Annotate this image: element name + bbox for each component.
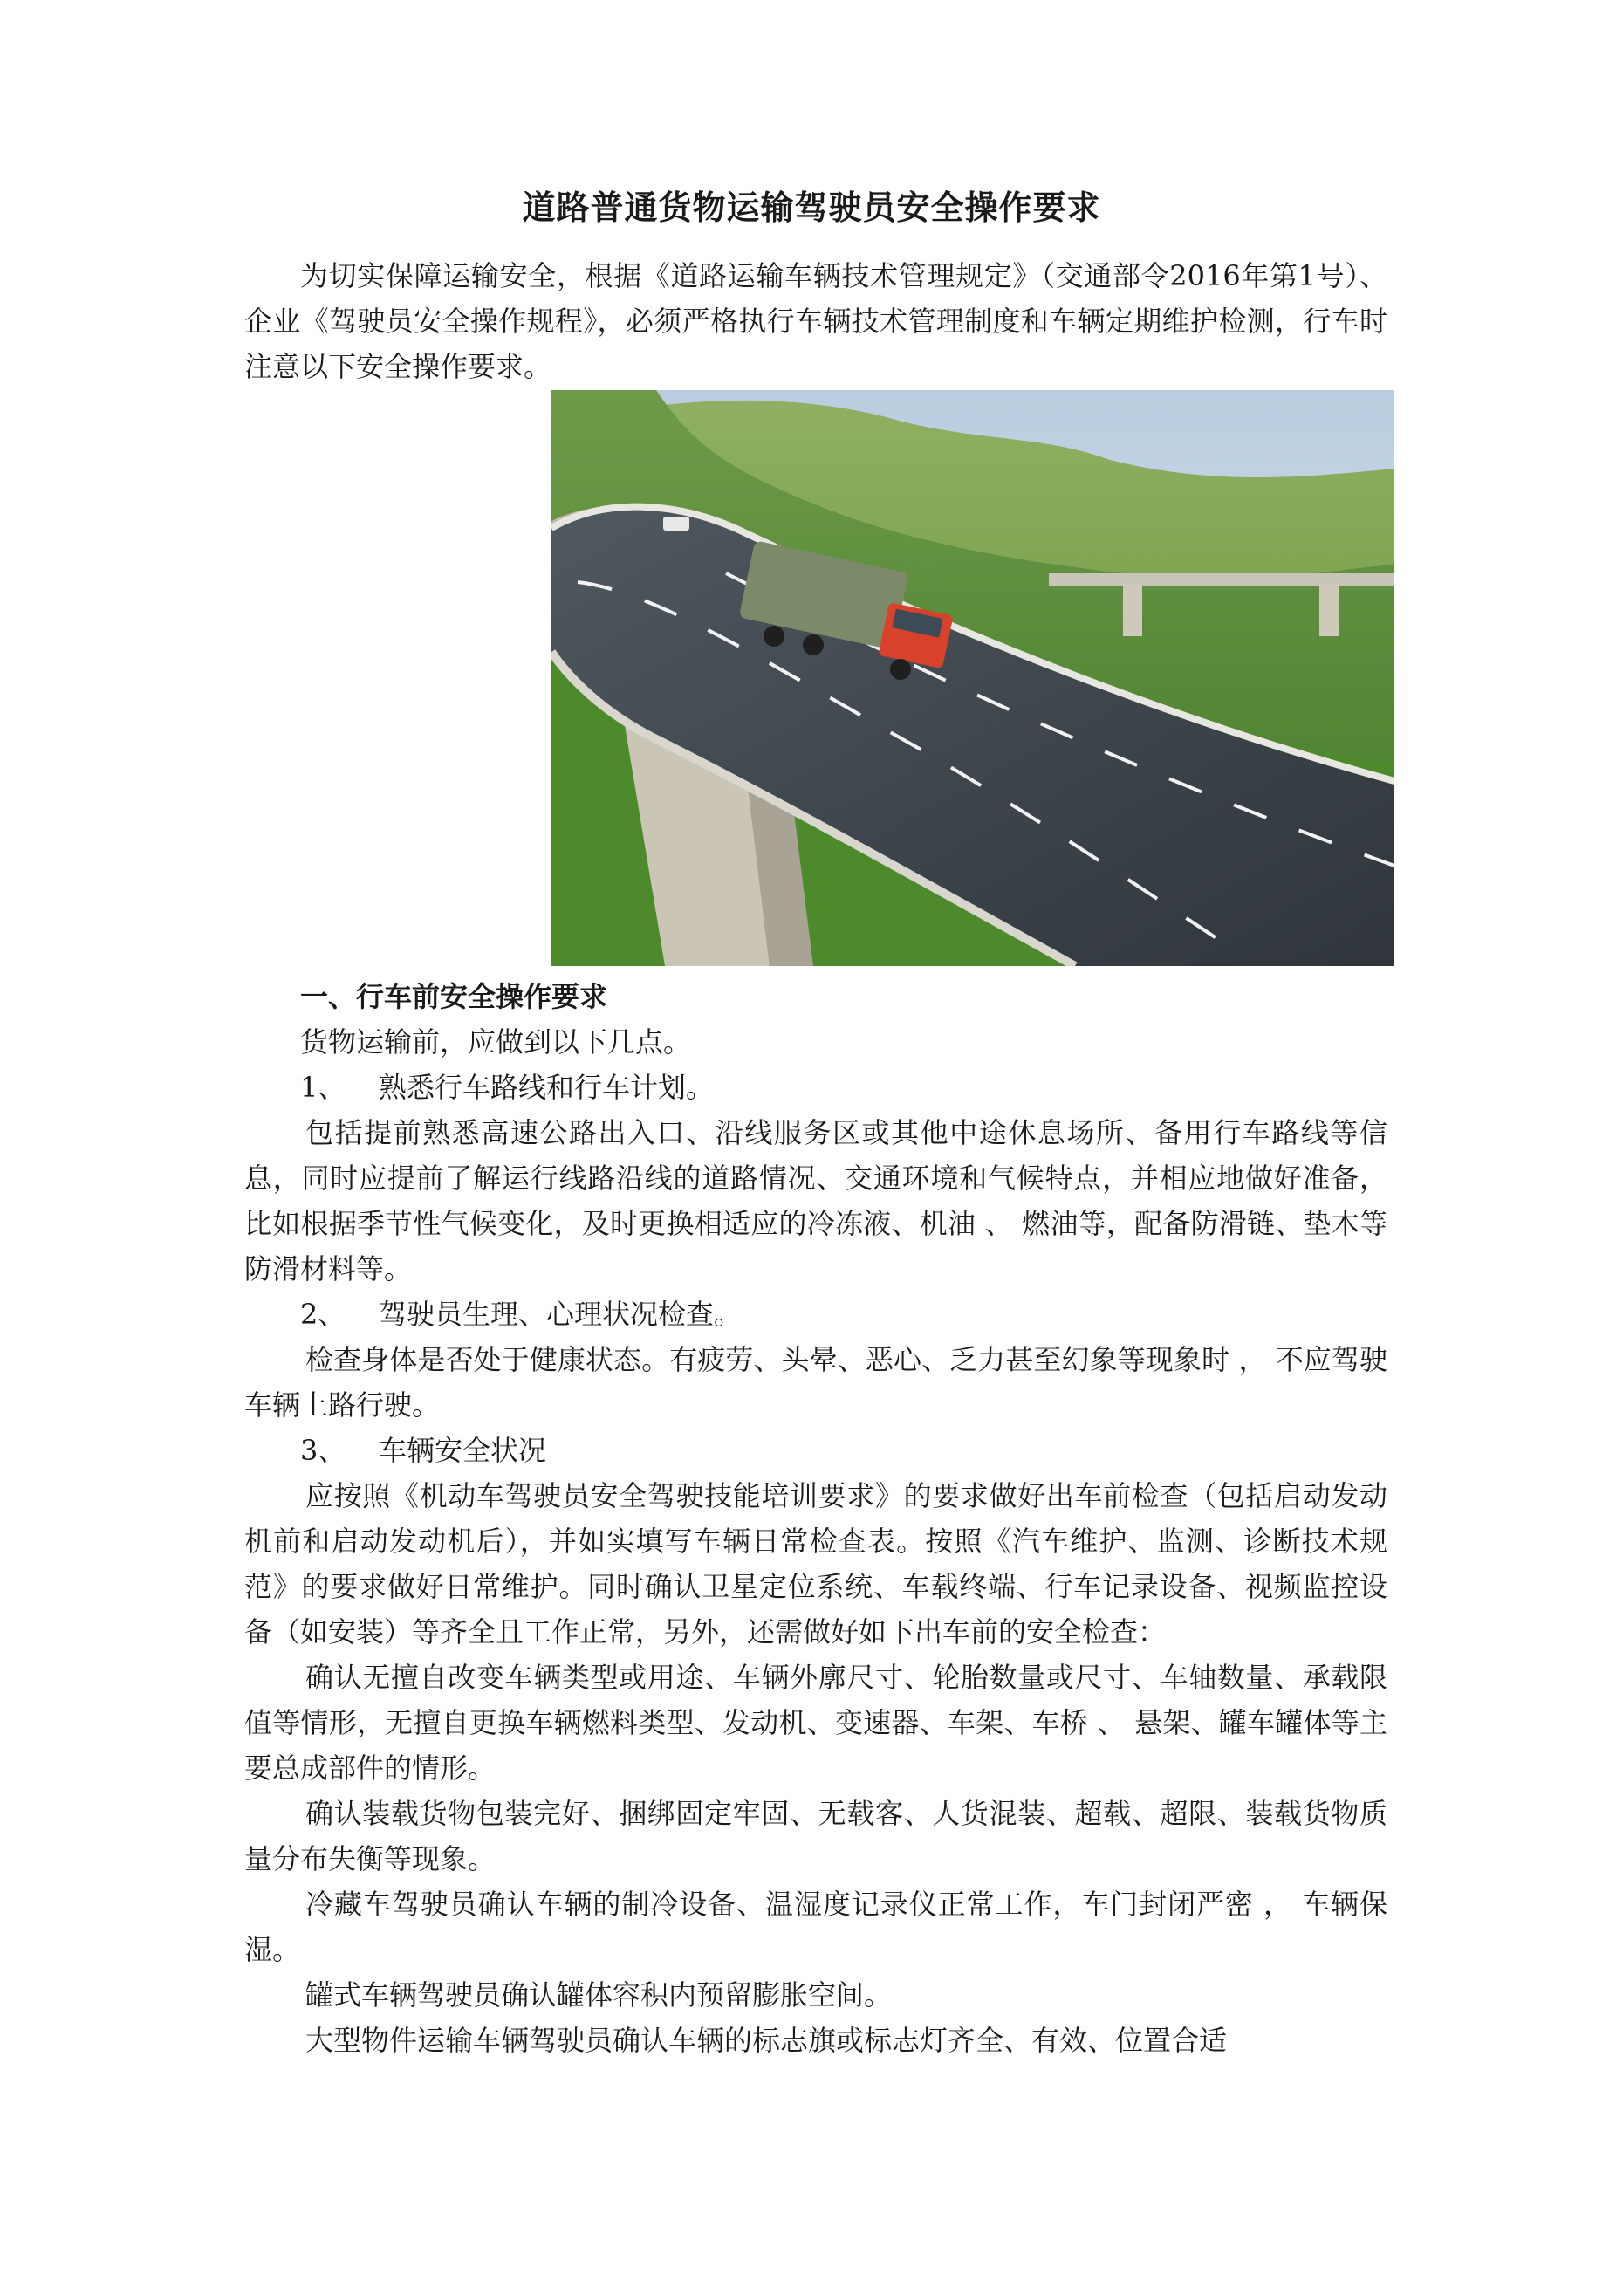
item-3-title [244, 1428, 1387, 1473]
check-paragraph: 确认无擅自改变车辆类型或用途、车辆外廓尺寸、轮胎数量或尺寸、车轴数量、承载限值等情形，无擅自更换车辆燃料类型、发动机、变速器、车架、车桥 、 悬架、罐车罐体等主要总成部件的情形。 [244, 1661, 1387, 1785]
item-2-title [244, 1292, 1387, 1337]
section-lead: 货物运输前，应做到以下几点。 [300, 1025, 692, 1059]
item-2-text: 检查身体是否处于健康状态。有疲劳、头晕、恶心、乏力甚至幻象等现象时 ， 不应驾驶车辆上路行驶。 [244, 1343, 1387, 1422]
item-1-text: 包括提前熟悉高速公路出入口、沿线服务区或其他中途休息场所、备用行车路线等信息，同时应提前了解运行线路沿线的道路情况、交通环境和气候特点，并相应地做好准备，比如根据季节性气候变化，及时更换相适应的冷冻液、机油 、 燃油等，配备防滑链、垫木等防滑材料等。 [244, 1116, 1387, 1285]
item-2-title-text: 驾驶员生理、心理状况检查。 [379, 1298, 743, 1331]
main-content [244, 974, 1387, 2063]
item-1-title [244, 1065, 1387, 1110]
document-title: 道路普通货物运输驾驶员安全操作要求 [522, 188, 1101, 227]
check-paragraph: 冷藏车驾驶员确认车辆的制冷设备、温湿度记录仪正常工作，车门封闭严密 ， 车辆保湿。 [244, 1888, 1387, 1966]
item-1-title-text: 熟悉行车路线和行车计划。 [379, 1071, 715, 1104]
item-2-number: 2、 [300, 1298, 346, 1331]
intro-paragraph: 为切实保障运输安全，根据《道路运输车辆技术管理规定》（交通部令2016年第1号）、企业《驾驶员安全操作规程》，必须严格执行车辆技术管理制度和车辆定期维护检测，行车时注意以下安全操作要求。 [244, 259, 1387, 383]
item-3-number: 3、 [300, 1434, 346, 1467]
highway-truck-photo [551, 390, 1394, 966]
item-1-number: 1、 [300, 1071, 346, 1104]
check-paragraph: 确认装载货物包装完好、捆绑固定牢固、无载客、人货混装、超载、超限、装载货物质量分布失衡等现象。 [244, 1797, 1387, 1875]
section-heading: 一、行车前安全操作要求 [300, 980, 608, 1013]
item-3-title-text: 车辆安全状况 [379, 1434, 547, 1467]
check-paragraph: 罐式车辆驾驶员确认罐体容积内预留膨胀空间。 [305, 1978, 893, 2012]
check-paragraph: 大型物件运输车辆驾驶员确认车辆的标志旗或标志灯齐全、有效、位置合适 [305, 2024, 1228, 2057]
item-3-text: 应按照《机动车驾驶员安全驾驶技能培训要求》的要求做好出车前检查（包括启动发动机前和启动发动机后），并如实填写车辆日常检查表。按照《汽车维护、监测、诊断技术规范》的要求做好日常维护。同时确认卫星定位系统、车载终端、行车记录设备、视频监控设备（如安装）等齐全且工作正常，另外，还需做好如下出车前的安全检查： [244, 1479, 1387, 1648]
